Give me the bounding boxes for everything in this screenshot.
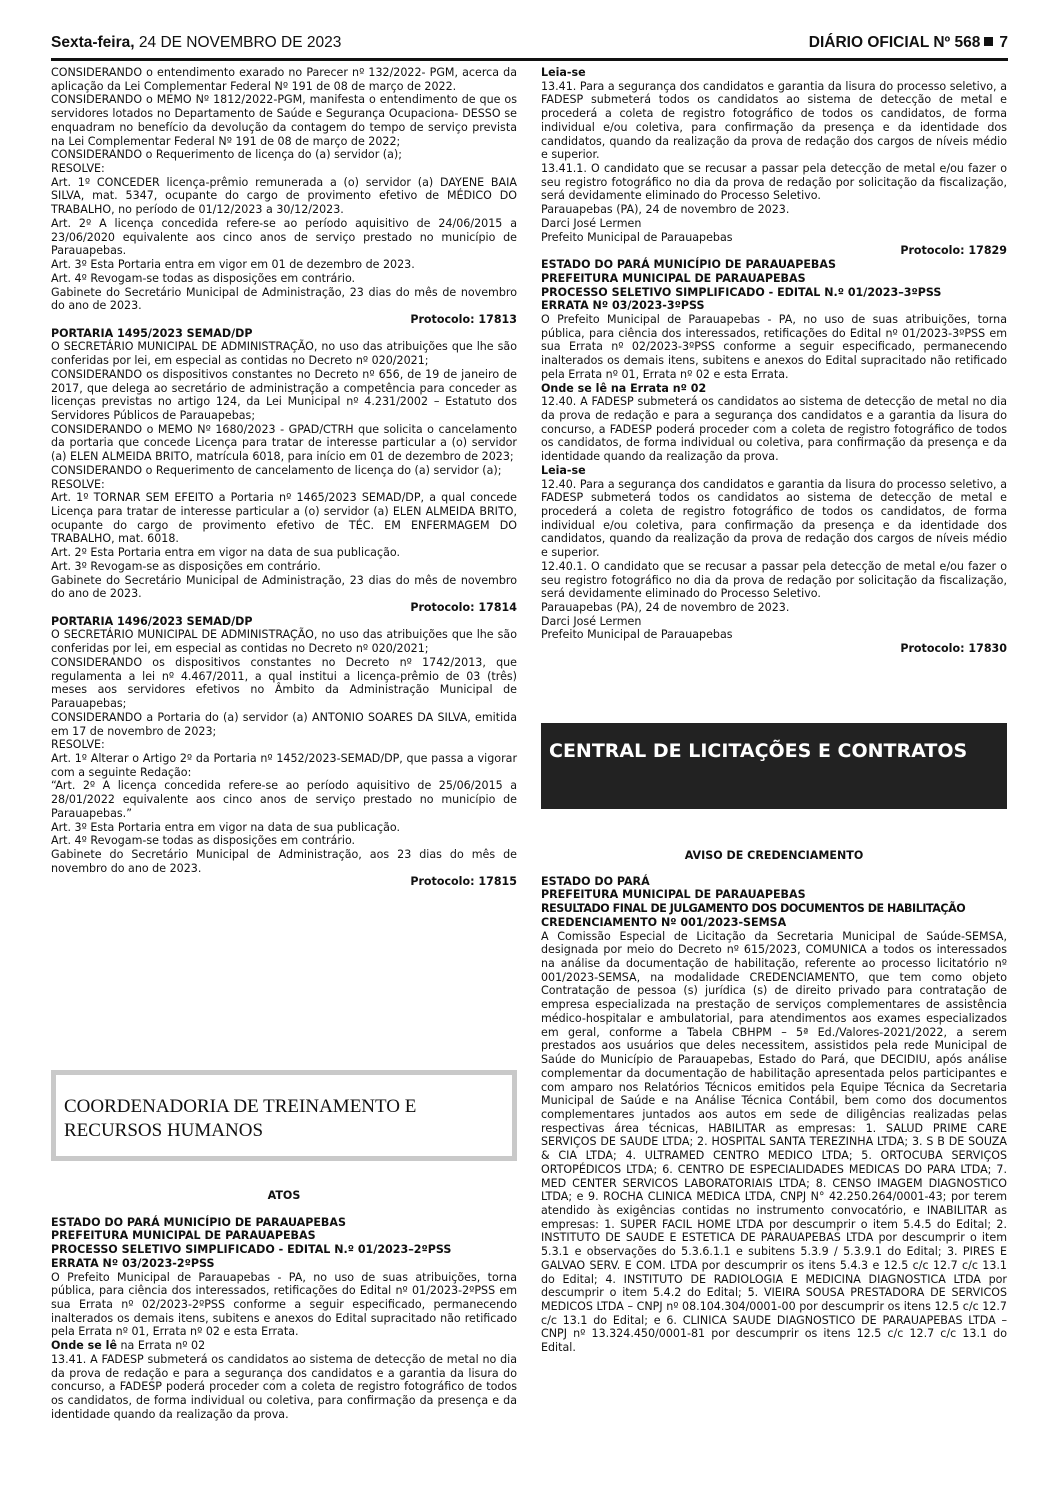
paragraph: Art. 1º Alterar o Artigo 2º da Portaria nº 1452/2023-SEMAD/DP, que passa a vigorar com a seguinte Redação: <box>51 751 517 779</box>
header-date <box>51 34 341 52</box>
page-header <box>51 32 1008 61</box>
right-column <box>541 66 1007 656</box>
header-diario: DIÁRIO OFICIAL Nº 568 <box>808 34 981 51</box>
section-heading: Onde se lê na Errata nº 02 <box>541 381 707 395</box>
section-heading: PREFEITURA MUNICIPAL DE PARAUAPEBAS <box>541 271 806 285</box>
section-heading: CREDENCIAMENTO Nº 001/2023-SEMSA <box>541 915 787 929</box>
paragraph: Art. 3º Esta Portaria entra em vigor em 01 de dezembro de 2023. <box>51 258 415 272</box>
right-column-lower <box>541 849 1007 1355</box>
section-heading: PROCESSO SELETIVO SIMPLIFICADO - EDITAL N.º 01/2023–2ºPSS <box>51 1243 452 1257</box>
paragraph: RESOLVE: <box>51 738 105 752</box>
paragraph: CONSIDERANDO o entendimento exarado no Parecer nº 132/2022- PGM, acerca da aplicação da Lei Complementar Federal Nº 191 de 08 de março de 2022. <box>51 66 517 93</box>
paragraph: 12.40.1. O candidato que se recusar a passar pela detecção de metal e/ou fazer o seu registro fotográfico no dia da prova de redação por solicitação da fiscalização, será devidamente eliminado do Processo Seletivo. <box>541 559 1007 601</box>
paragraph: Gabinete do Secretário Municipal de Administração, 23 dias do mês de novembro do ano de 2023. <box>51 573 517 601</box>
paragraph: 13.41.1. O candidato que se recusar a passar pela detecção de metal e/ou fazer o seu registro fotográfico no dia da prova de redação por solicitação da fiscalização, será devidamente eliminado do Processo Seletivo. <box>541 162 1007 203</box>
paragraph: 12.40. Para a segurança dos candidatos e garantia da lisura do processo seletivo, a FADESP submeterá todos os candidatos ao sistema de detecção de metal e procederá a coleta de registro fotográfico de todos os candidatos, de forma individual e/ou coletiva, para confirmação da presença e da identidade dos candidatos, quando da realização da prova de redação dos cargos de níveis médio e superior. <box>541 477 1007 560</box>
paragraph <box>51 1339 517 1353</box>
paragraph: Art. 3º Revogam-se as disposições em contrário. <box>51 559 321 573</box>
paragraph: CONSIDERANDO o Requerimento de cancelamento de licença do (a) servidor (a); <box>51 463 502 477</box>
section-heading: RESULTADO FINAL DE JULGAMENTO DOS DOCUMENTOS DE HABILITAÇÃO <box>541 902 966 916</box>
left-column-lower <box>51 1189 517 1422</box>
left-column <box>51 66 517 889</box>
paragraph: CONSIDERANDO os dispositivos constantes no Decreto nº 1742/2013, que regulamenta a lei nº 4.467/2011, a qual institui a licença-prêmio de 03 (três) meses aos servidores efetivos no Âmbito da Administração Municipal de Parauapebas; <box>51 655 517 711</box>
section-heading: Leia-se <box>541 463 586 477</box>
protocol-number: Protocolo: 17813 <box>410 312 517 326</box>
paragraph: 13.41. Para a segurança dos candidatos e garantia da lisura do processo seletivo, a FADESP submeterá todos os candidatos ao sistema de detecção de metal e procederá a coleta de registro fotográfico de todos os candidatos, de forma individual e/ou coletiva, para confirmação da presença e da identidade dos candidatos, quando da realização da prova de redação dos cargos de níveis médio e superior. <box>541 79 1007 162</box>
section-banner-title: CENTRAL DE LICITAÇÕES E CONTRATOS <box>549 740 968 762</box>
protocol-number: Protocolo: 17814 <box>410 601 517 615</box>
section-heading: PREFEITURA MUNICIPAL DE PARAUAPEBAS <box>541 888 806 902</box>
section-heading: PORTARIA 1495/2023 SEMAD/DP <box>51 326 253 340</box>
header-date-text: 24 DE NOVEMBRO DE 2023 <box>138 34 342 51</box>
header-weekday: Sexta-feira, <box>51 34 135 51</box>
protocol-number: Protocolo: 17815 <box>410 875 517 889</box>
paragraph: Parauapebas (PA), 24 de novembro de 2023. <box>541 203 790 217</box>
section-heading: ERRATA Nº 03/2023-2ºPSS <box>51 1256 215 1270</box>
section-heading: ESTADO DO PARÁ MUNICÍPIO DE PARAUAPEBAS <box>51 1215 346 1229</box>
paragraph: CONSIDERANDO o Requerimento de licença do (a) servidor (a); <box>51 148 403 162</box>
paragraph: Art. 3º Esta Portaria entra em vigor na data de sua publicação. <box>51 820 400 834</box>
paragraph: Art. 2º A licença concedida refere-se ao período aquisitivo de 24/06/2015 a 23/06/2020 equivalente aos cinco anos de serviço prestado no município de Parauapebas. <box>51 216 517 258</box>
paragraph: CONSIDERANDO os dispositivos constantes no Decreto nº 656, de 19 de janeiro de 2017, que delega ao secretário de administração a competência para conceder as licenças previstas no artigo 124, da Lei Municipal nº 4.231/2002 – Estatuto dos Servidores Públicos de Parauapebas; <box>51 367 517 422</box>
paragraph: O Prefeito Municipal de Parauapebas - PA, no uso de suas atribuições, torna pública, para ciência dos interessados, retificações do Edital nº 01/2023-2ºPSS em sua Errata nº 02/2023-2ºPSS conforme a seguir especificado, permanecendo inalterados os demais itens, subitens e anexos do Edital supracitado não retificado pela Errata nº 01, Errata nº 02 e esta Errata. <box>51 1270 517 1339</box>
paragraph: O SECRETÁRIO MUNICIPAL DE ADMINISTRAÇÃO, no uso das atribuições que lhe são conferidas por lei, em especial as contidas no Decreto nº 020/2021; <box>51 628 517 656</box>
paragraph: Art. 4º Revogam-se todas as disposições em contrário. <box>51 271 356 285</box>
paragraph: Prefeito Municipal de Parauapebas <box>541 628 733 642</box>
paragraph: A Comissão Especial de Licitação da Secretaria Municipal de Saúde-SEMSA, designada por meio do Decreto nº 615/2023, COMUNICA a todos os interessados na análise da documentação de habilitação, referente ao processo licitatório nº 001/2023-SEMSA, na modalidade CREDENCIAMENTO, que tem como objeto Contratação de pessoa (s) jurídica (s) de direito privado para contratação de empresa especializada na prestação de serviços complementares de assistência médico-hospitalar e ambulatorial, para atendimentos aos exames especializados em geral, conforme a Tabela CBHPM – 5ª Ed./Valores-2021/2022, a serem prestados aos usuários que deles necessitem, assistidos pela rede Municipal de Saúde do Município de Parauapebas, Estado do Pará, que DECIDIU, após análise complementar da documentação de habilitação apresentada pelos participantes e com amparo nos Relatórios Técnicos emitidos pela Equipe Técnica da Secretaria Municipal de Saúde e na Análise Técnica Contábil, bem como dos documentos complementares juntados aos autos em sede de diligências realizadas pelas respectivas área técnicas, HABILITAR as empresas: 1. SALUD PRIME CARE SERVIÇOS DE SAUDE LTDA; 2. HOSPITAL SANTA TEREZINHA LTDA; 3. S B DE SOUZA & CIA LTDA; 4. ULTRAMED CENTRO MEDICO LTDA; 5. ORTOCUBA SERVIÇOS ORTOPÉDICOS LTDA; 6. CENTRO DE ESPECIALIDADES MEDICAS DO PARA LTDA; 7. MED CENTER SERVICOS LABORATORIAIS LTDA; 8. CENSO IMAGEM DIAGNOSTICO LTDA; e 9. ROCHA CLINICA MEDICA LTDA, CNPJ N° 42.250.264/0001-43; por terem atendido às exigências contidas no instrumento convocatório, e INABILITAR as empresas: 1. SUPER FACIL HOME LTDA por descumprir o item 5.4.5 do Edital; 2. INSTITUTO DE SAUDE E ESTETICA DE PARAUAPEBAS LTDA por descumprir o item 5.3.1 e observações do 5.3.6.1.1 e subitens 5.3.9 / 5.3.9.1 do Edital; 3. PIRES E GALVAO SERV. E COM. LTDA por descumprir os itens 5.4.3 e 12.5 c/c 12.7 c/c 13.1 do Edital; 4. INSTITUTO DE RADIOLOGIA E MEDICINA DIAGNOSTICA LTDA por descumprir o item 5.4.2 do Edital; 5. VIEIRA SOUSA PRESTADORA DE SERVICOS MEDICOS LTDA – CNPJ nº 08.104.304/0001-00 por descumprir os itens 12.5 c/c 12.7 c/c 13.1 do Edital; e 6. CLINICA SAUDE DIAGNOSTICO DE PARAUAPEBAS LTDA – CNPJ nº 13.324.450/0001-81 por descumprir os itens 12.5 c/c 12.7 c/c 13.1 do Edital. <box>541 929 1007 1355</box>
paragraph: Darci José Lermen <box>541 216 642 230</box>
protocol-number: Protocolo: 17830 <box>900 642 1007 656</box>
paragraph: CONSIDERANDO o MEMO Nº 1812/2022-PGM, manifesta o entendimento de que os servidores lotados no Departamento de Saúde e Segurança Ocupaciona- DESSO se enquadram no benefício da devolução da contagem do tempo de serviço prevista na Lei Complementar Federal Nº 191 de 08 de março de 2022; <box>51 93 517 148</box>
paragraph: RESOLVE: <box>51 477 105 491</box>
paragraph: 13.41. A FADESP submeterá os candidatos ao sistema de detecção de metal no dia da prova de redação e para a segurança dos candidatos e a garantia da lisura do concurso, a FADESP poderá proceder com a coleta de registro fotográfico de todos os candidatos, de forma individual ou coletiva, para confirmação da presença e da identidade quando da realização da prova. <box>51 1352 517 1421</box>
section-banner-central <box>541 723 1007 809</box>
section-heading: PORTARIA 1496/2023 SEMAD/DP <box>51 614 253 628</box>
section-heading: ERRATA Nº 03/2023-3ºPSS <box>541 299 705 313</box>
paragraph: Parauapebas (PA), 24 de novembro de 2023. <box>541 601 790 615</box>
spacer <box>541 863 1007 875</box>
header-publication <box>809 34 1008 52</box>
paragraph: Darci José Lermen <box>541 614 642 628</box>
paragraph: Gabinete do Secretário Municipal de Administração, 23 dias do mês de novembro do ano de 2023. <box>51 285 517 313</box>
paragraph: Gabinete do Secretário Municipal de Administração, aos 23 dias do mês de novembro do ano de 2023. <box>51 847 517 875</box>
paragraph: O SECRETÁRIO MUNICIPAL DE ADMINISTRAÇÃO, no uso das atribuições que lhe são conferidas por lei, em especial as contidas no Decreto nº 020/2021; <box>51 340 517 368</box>
paragraph: Prefeito Municipal de Parauapebas <box>541 230 733 244</box>
label-suffix: na Errata nº 02 <box>116 1339 206 1353</box>
section-heading: Leia-se <box>541 66 586 79</box>
section-heading: ESTADO DO PARÁ MUNICÍPIO DE PARAUAPEBAS <box>541 258 836 272</box>
paragraph: “Art. 2º A licença concedida refere-se ao período aquisitivo de 25/06/2015 a 28/01/2022 equivalente aos cinco anos de serviço prestado no município de Parauapebas.” <box>51 779 517 820</box>
paragraph: 12.40. A FADESP submeterá os candidatos ao sistema de detecção de metal no dia da prova de redação e para a segurança dos candidatos e a garantia da lisura do concurso, a FADESP poderá proceder com a coleta de registro fotográfico de todos os candidatos, de forma individual ou coletiva, para confirmação da presença e da identidade quando da realização da prova. <box>541 395 1007 464</box>
bold-label: Onde se lê <box>51 1339 117 1353</box>
section-banner-title: COORDENADORIA DE TREINAMENTO E RECURSOS HUMANOS <box>56 1075 512 1156</box>
section-heading: PREFEITURA MUNICIPAL DE PARAUAPEBAS <box>51 1229 316 1243</box>
paragraph: Art. 1º TORNAR SEM EFEITO a Portaria nº 1465/2023 SEMAD/DP, a qual concede Licença para tratar de interesse particular a (o) servidor (a) ELEN ALMEIDA BRITO, ocupante do cargo de provimento efetivo de TÉC. EM ENFERMAGEM DO TRABALHO, mat. 6018. <box>51 491 517 546</box>
paragraph: CONSIDERANDO a Portaria do (a) servidor (a) ANTONIO SOARES DA SILVA, emitida em 17 de novembro de 2023; <box>51 710 517 738</box>
section-heading: PROCESSO SELETIVO SIMPLIFICADO - EDITAL N.º 01/2023–3ºPSS <box>541 285 942 299</box>
square-bullet-icon <box>984 37 993 46</box>
paragraph: O Prefeito Municipal de Parauapebas - PA, no uso de suas atribuições, torna pública, para ciência dos interessados, retificações do Edital nº 01/2023-3ºPSS em sua Errata nº 02/2023-3ºPSS conforme a seguir especificado, permanecendo inalterados os demais itens, subitens e anexos do Edital supracitado não retificado pela Errata nº 01, Errata nº 02 e esta Errata. <box>541 312 1007 381</box>
paragraph: Art. 2º Esta Portaria entra em vigor na data de sua publicação. <box>51 546 400 560</box>
paragraph: Art. 4º Revogam-se todas as disposições em contrário. <box>51 834 356 848</box>
paragraph: CONSIDERANDO o MEMO Nº 1680/2023 - GPAD/CTRH que solicita o cancelamento da portaria que concede Licença para tratar de interesse particular a (o) servidor (a) ELEN ALMEIDA BRITO, matrícula 6018, para início em 01 de dezembro de 2023; <box>51 422 517 464</box>
section-banner-coordenadoria <box>51 1070 517 1161</box>
subsection-title: AVISO DE CREDENCIAMENTO <box>684 849 864 862</box>
subsection-title: ATOS <box>267 1189 301 1202</box>
section-heading: ESTADO DO PARÁ <box>541 874 650 888</box>
protocol-number: Protocolo: 17829 <box>900 244 1007 258</box>
header-page-number: 7 <box>999 34 1008 51</box>
paragraph: Art. 1º CONCEDER licença-prêmio remunerada a (o) servidor (a) DAYENE BAIA SILVA, mat. 5347, ocupante do cargo de provimento efetivo de MÉDICO DO TRABALHO, no período de 01/12/2023 a 30/12/2023. <box>51 175 517 217</box>
paragraph: RESOLVE: <box>51 162 105 176</box>
spacer <box>51 1203 517 1216</box>
